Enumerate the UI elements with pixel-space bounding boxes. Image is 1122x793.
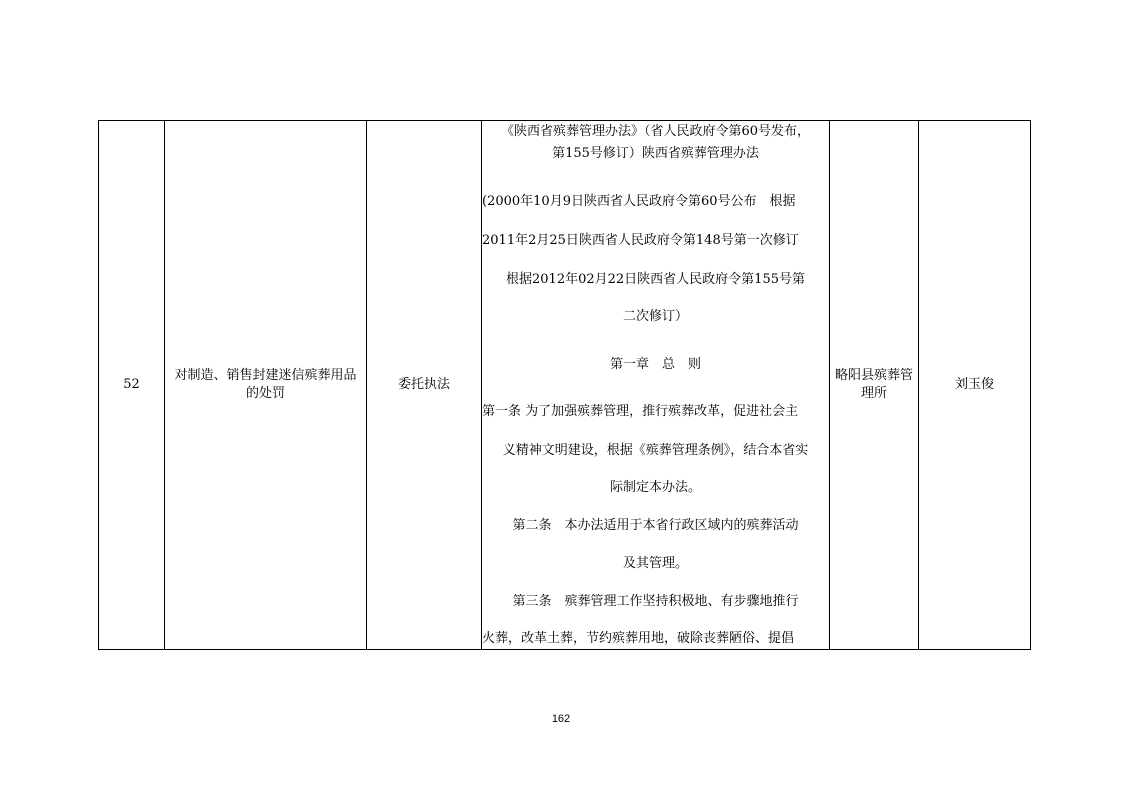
basis-line: 第三条 殡葬管理工作坚持积极地、有步骤地推行 <box>512 594 799 609</box>
table-row <box>99 121 1031 650</box>
basis-line: 义精神文明建设，根据《殡葬管理条例》，结合本省实 <box>502 443 809 458</box>
chapter-heading: 第一章 总 则 <box>609 357 701 372</box>
legal-basis-cell <box>482 121 830 650</box>
responsible-person: 刘玉俊 <box>954 377 994 392</box>
basis-line: 二次修订） <box>622 309 688 324</box>
organization-cell <box>830 121 919 650</box>
enforcement-type: 委托执法 <box>397 377 450 392</box>
basis-line: 《陕西省殡葬管理办法》（省人民政府令第60号发布， <box>500 124 811 139</box>
organization-name: 略阳县殡葬管理所 <box>834 368 913 401</box>
basis-line: 际制定本办法。 <box>609 480 701 495</box>
person-cell <box>919 121 1031 650</box>
basis-line: 2011年2月25日陕西省人民政府令第148号第一次修订 <box>482 233 799 248</box>
item-cell <box>165 121 367 650</box>
row-number: 52 <box>123 377 140 392</box>
basis-line: 根据2012年02月22日陕西省人民政府令第155号第 <box>506 272 805 287</box>
legal-basis-text <box>482 121 829 649</box>
basis-line: 火葬，改革土葬，节约殡葬用地，破除丧葬陋俗、提倡 <box>482 631 795 646</box>
type-cell <box>367 121 482 650</box>
item-name: 对制造、销售封建迷信殡葬用品的处罚 <box>174 368 357 401</box>
basis-line: (2000年10月9日陕西省人民政府令第60号公布 根据 <box>482 194 796 209</box>
enforcement-table <box>98 120 1031 650</box>
basis-line: 第155号修订）陕西省殡葬管理办法 <box>552 146 759 161</box>
basis-line: 及其管理。 <box>622 556 688 571</box>
page-number: 162 <box>551 713 571 725</box>
basis-line: 第二条 本办法适用于本省行政区域内的殡葬活动 <box>512 518 799 533</box>
basis-line: 第一条 为了加强殡葬管理，推行殡葬改革，促进社会主 <box>482 404 799 419</box>
row-number-cell <box>99 121 165 650</box>
